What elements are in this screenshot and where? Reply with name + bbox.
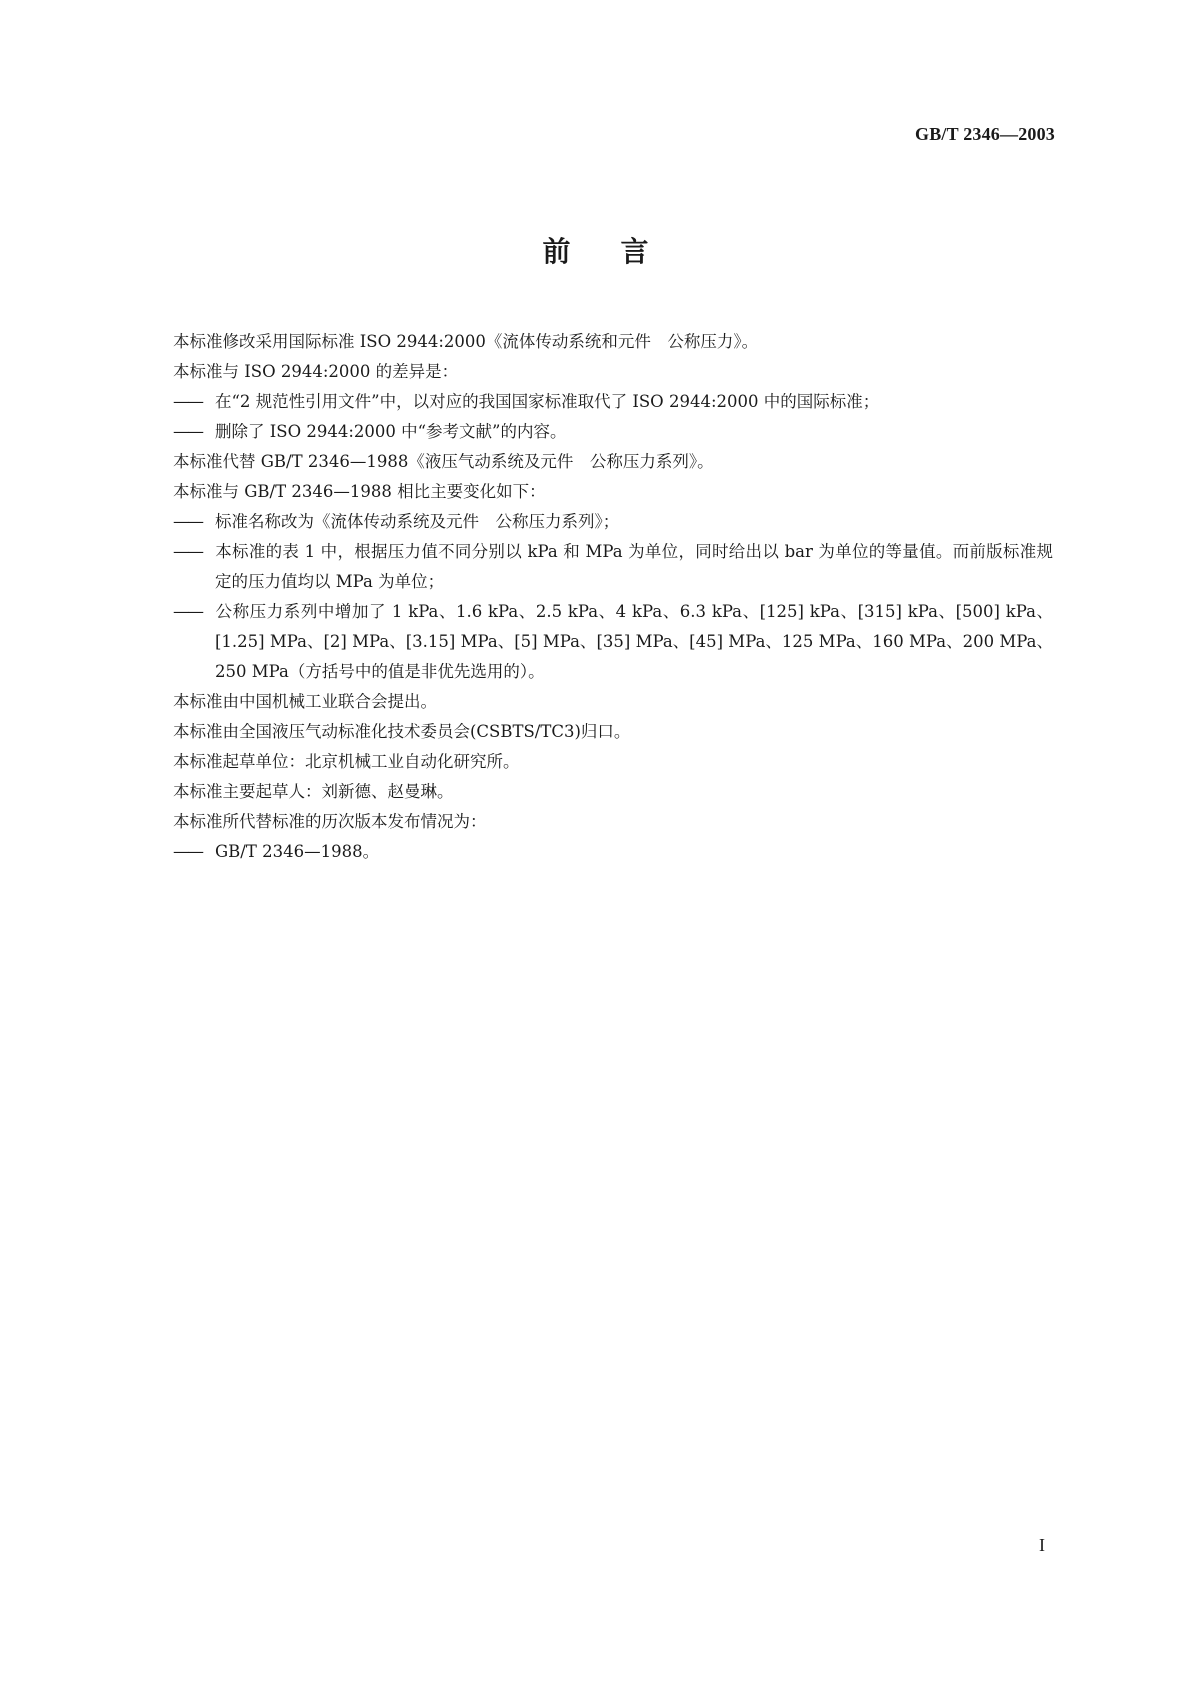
list-item: [173, 507, 1053, 537]
paragraph: 本标准主要起草人：刘新德、赵曼琳。: [173, 782, 454, 801]
list-item-text: 公称压力系列中增加了 1 kPa、1.6 kPa、2.5 kPa、4 kPa、6.3 kPa、[125] kPa、[315] kPa、[500] kPa、[1.25] MPa、[2] MPa、[3.15] MPa、[5] MPa、[35] MPa、[45] MPa、125 MPa、160 MPa、200 MPa、250 MPa（方括号中的值是非优先选用的）。: [215, 602, 1053, 681]
paragraph: 本标准与 GB/T 2346—1988 相比主要变化如下：: [173, 482, 546, 501]
paragraph: 本标准由中国机械工业联合会提出。: [173, 692, 437, 711]
list-item: [173, 537, 1053, 597]
dash-mark: ——: [173, 392, 202, 411]
paragraph: 本标准代替 GB/T 2346—1988《液压气动系统及元件 公称压力系列》。: [173, 452, 714, 471]
dash-mark: ——: [173, 602, 202, 621]
dash-mark: ——: [173, 512, 202, 531]
paragraph: 本标准所代替标准的历次版本发布情况为：: [173, 812, 487, 831]
list-item-text: 本标准的表 1 中，根据压力值不同分别以 kPa 和 MPa 为单位，同时给出以 bar 为单位的等量值。而前版标准规定的压力值均以 MPa 为单位；: [215, 542, 1053, 591]
paragraph: 本标准修改采用国际标准 ISO 2944:2000《流体传动系统和元件 公称压力》。: [173, 332, 759, 351]
list-item-text: 删除了 ISO 2944:2000 中“参考文献”的内容。: [215, 422, 567, 441]
list-item: [173, 837, 1053, 867]
paragraph: 本标准起草单位：北京机械工业自动化研究所。: [173, 752, 520, 771]
list-item: [173, 387, 1053, 417]
document-code: GB/T 2346—2003: [915, 124, 1055, 144]
list-item-text: 标准名称改为《流体传动系统及元件 公称压力系列》；: [215, 512, 620, 531]
list-item: [173, 597, 1053, 687]
list-item-text: GB/T 2346—1988。: [215, 842, 380, 861]
preface-body: [173, 327, 1053, 867]
page-number: I: [1039, 1535, 1045, 1555]
paragraph: 本标准与 ISO 2944:2000 的差异是：: [173, 362, 459, 381]
dash-mark: ——: [173, 422, 202, 441]
page-title: 前言: [542, 235, 699, 268]
dash-mark: ——: [173, 842, 202, 861]
paragraph: 本标准由全国液压气动标准化技术委员会(CSBTS/TC3)归口。: [173, 722, 631, 741]
list-item: [173, 417, 1053, 447]
dash-mark: ——: [173, 542, 202, 561]
list-item-text: 在“2 规范性引用文件”中，以对应的我国国家标准取代了 ISO 2944:2000 中的国际标准；: [215, 392, 880, 411]
